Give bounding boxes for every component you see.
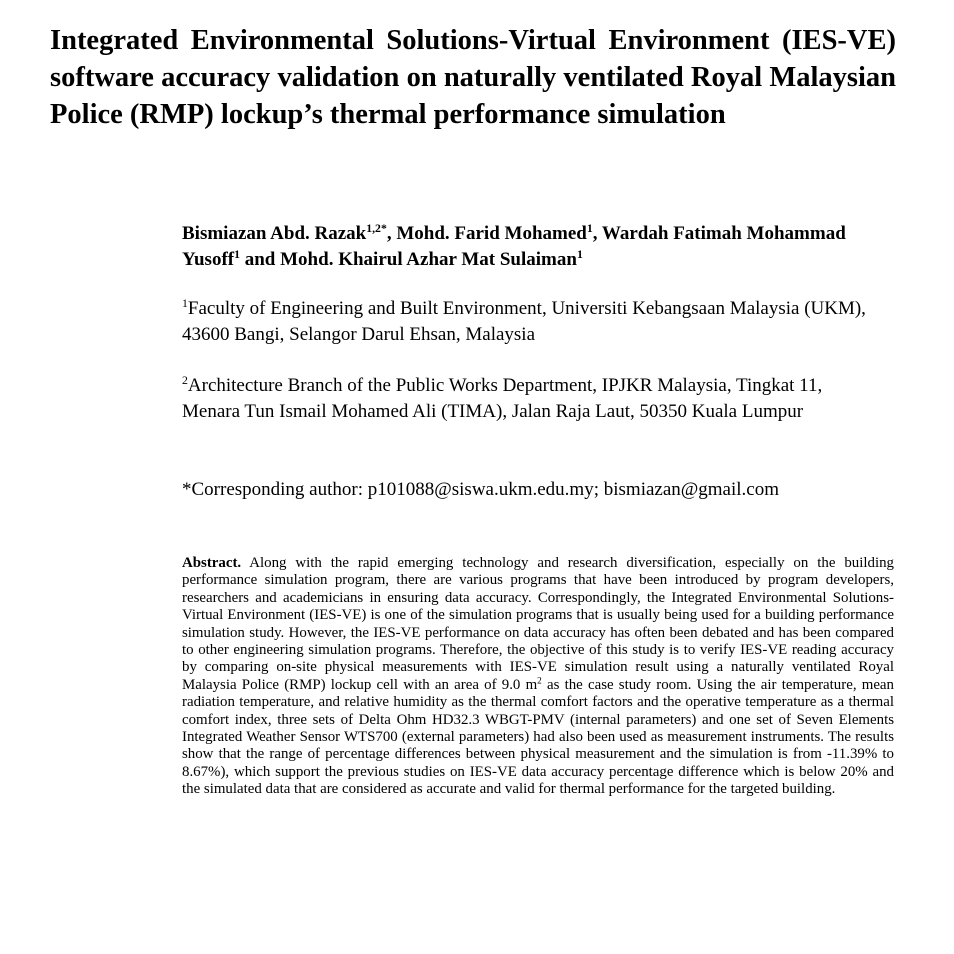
author-separator: , (386, 223, 397, 244)
author-affiliation-mark: 1 (234, 247, 240, 261)
author-name: Bismiazan Abd. Razak (182, 223, 367, 244)
author-separator: , (592, 223, 602, 244)
author-name: Wardah Fatimah Mohammad Yusoff (182, 223, 846, 270)
author-affiliation-mark: 1 (586, 221, 593, 235)
abstract-text: Along with the rapid emerging technology and research diversification, especially on the building performance simulation program, there are various programs that have been introduced by program developers, researchers and academicians in ensuring data accuracy. Correspondingly, the Integrated Environmental Solutions-Virtual Environment (IES-VE) is one of the simulation programs that is usually being used for a building performance simulation study. However, the IES-VE performance on data accuracy has often been debated and has been compared to other engineering simulation programs. Therefore, the objective of this study is to verify IES-VE reading accuracy by comparing on-site physical measurements with IES-VE simulation result using a naturally ventilated Royal Malaysia Police (RMP) lockup cell with an area of 9.0 m (182, 555, 894, 693)
author-name: Mohd. Farid Mohamed (396, 223, 587, 244)
author-name: Mohd. Khairul Azhar Mat Sulaiman (280, 249, 577, 270)
corresponding-author: *Corresponding author: p101088@siswa.ukm.edu.my; bismiazan@gmail.com (182, 479, 779, 500)
affiliation-2 (182, 373, 882, 425)
affiliation-mark: 2 (182, 373, 188, 387)
paper-title: Integrated Environmental Solutions-Virtual Environment (IES-VE) software accuracy validation on naturally ventilated Royal Malaysian Police (RMP) lockup’s thermal performance simulation (50, 25, 896, 130)
abstract-text-continued: as the case study room. Using the air temperature, mean radiation temperature, and relative humidity as the thermal comfort factors and the operative temperature as a thermal comfort index, three sets of Delta Ohm HD32.3 WBGT-PMV (internal parameters) and one set of Seven Elements Integrated Weather Sensor WTS700 (external parameters) had also been used as measurement instruments. The results show that the range of percentage differences between physical measurement and the simulation is from -11.39% to 8.67%), which support the previous studies on IES-VE data accuracy percentage difference which is below 20% and the simulated data that are considered as accurate and valid for thermal performance for the targeted building. (182, 676, 894, 798)
affiliation-text: Architecture Branch of the Public Works Department, IPJKR Malaysia, Tingkat 11, Menara Tun Ismail Mohamed Ali (TIMA), Jalan Raja Laut, 50350 Kuala Lumpur (182, 375, 823, 422)
affiliation-text: Faculty of Engineering and Built Environment, Universiti Kebangsaan Malaysia (UKM), 43600 Bangi, Selangor Darul Ehsan, Malaysia (182, 298, 866, 345)
author-separator: and (239, 249, 281, 270)
area-unit-exponent: 2 (537, 675, 542, 686)
affiliation-mark: 1 (182, 296, 188, 310)
abstract (182, 555, 894, 799)
author-affiliation-mark: 1,2* (366, 221, 387, 235)
affiliation-1 (182, 296, 882, 348)
author-list (182, 221, 882, 273)
abstract-label: Abstract. (182, 555, 242, 571)
author-affiliation-mark: 1 (576, 247, 583, 261)
